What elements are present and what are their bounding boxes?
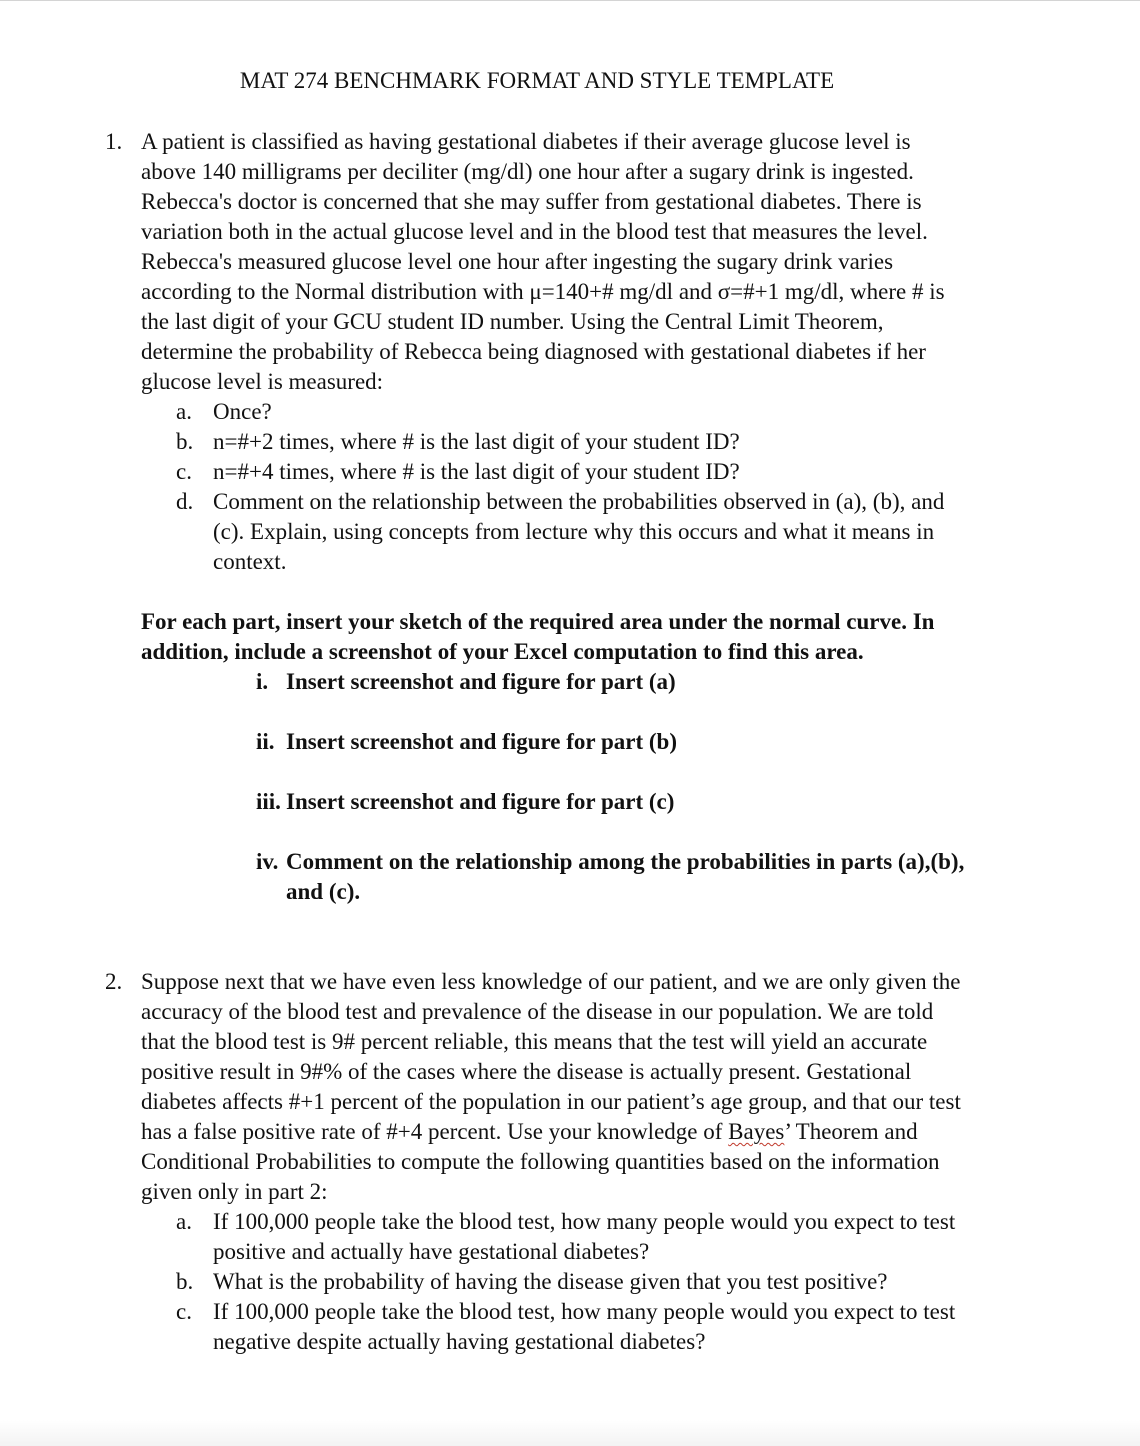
part-label: a. <box>176 399 192 424</box>
text-line: context. <box>213 549 287 574</box>
text-line: For each part, insert your sketch of the required area under the normal curve. In <box>141 609 935 634</box>
text-line: If 100,000 people take the blood test, how many people would you expect to test <box>213 1209 956 1234</box>
text-line: above 140 milligrams per deciliter (mg/dl) one hour after a sugary drink is ingested. <box>141 159 914 184</box>
part-text <box>213 457 1013 487</box>
text-line: accuracy of the blood test and prevalence of the disease in our population. We are told <box>141 999 934 1024</box>
roman-label: ii. <box>256 729 275 754</box>
text-line: addition, include a screenshot of your Excel computation to find this area. <box>141 639 864 664</box>
text-line: Insert screenshot and figure for part (c) <box>286 789 675 814</box>
text-line: positive result in 9#% of the cases where the disease is actually present. Gestational <box>141 1059 912 1084</box>
text-line: negative despite actually having gestational diabetes? <box>213 1329 706 1354</box>
text-line: determine the probability of Rebecca being diagnosed with gestational diabetes if her <box>141 339 926 364</box>
text-line: Comment on the relationship between the probabilities observed in (a), (b), and <box>213 489 945 514</box>
question-2-text <box>141 967 1011 1207</box>
text-line: glucose level is measured: <box>141 369 384 394</box>
text-line: Rebecca's measured glucose level one hour after ingesting the sugary drink varies <box>141 249 894 274</box>
part-text <box>213 1267 1013 1297</box>
text-line: A patient is classified as having gestational diabetes if their average glucose level is <box>141 129 911 154</box>
part-label: c. <box>176 459 192 484</box>
text-line: variation both in the actual glucose level and in the blood test that measures the level. <box>141 219 928 244</box>
roman-item-text <box>286 787 674 817</box>
part-text <box>213 487 1013 577</box>
question-1-text <box>141 127 1011 397</box>
text-segment: has a false positive rate of #+4 percent. Use your knowledge of <box>141 1119 729 1144</box>
roman-item-text <box>286 667 676 697</box>
text-line: n=#+4 times, where # is the last digit of your student ID? <box>213 459 740 484</box>
text-line: according to the Normal distribution with μ=140+# mg/dl and σ=#+1 mg/dl, where # is <box>141 279 945 304</box>
part-text <box>213 397 1013 427</box>
spellcheck-flagged-word[interactable]: Bayes <box>728 1119 785 1144</box>
text-line: that the blood test is 9# percent reliable, this means that the test will yield an accurate <box>141 1029 928 1054</box>
text-segment: ’ Theorem and <box>784 1119 918 1144</box>
part-label: c. <box>176 1299 192 1324</box>
instructions <box>141 607 1011 667</box>
text-line: Suppose next that we have even less knowledge of our patient, and we are only given the <box>141 969 961 994</box>
text-line: (c). Explain, using concepts from lecture why this occurs and what it means in <box>213 519 935 544</box>
text-line: If 100,000 people take the blood test, how many people would you expect to test <box>213 1299 956 1324</box>
text-line: given only in part 2: <box>141 1179 328 1204</box>
text-line: diabetes affects #+1 percent of the population in our patient’s age group, and that our test <box>141 1089 961 1114</box>
text-line: and (c). <box>286 879 361 904</box>
roman-item-text <box>286 847 964 907</box>
roman-label: iii. <box>256 789 281 814</box>
text-line: Rebecca's doctor is concerned that she may suffer from gestational diabetes. There is <box>141 189 922 214</box>
text-line: the last digit of your GCU student ID number. Using the Central Limit Theorem, <box>141 309 884 334</box>
text-line: Conditional Probabilities to compute the following quantities based on the information <box>141 1149 940 1174</box>
roman-label: i. <box>256 669 269 694</box>
part-label: a. <box>176 1209 192 1234</box>
text-line: Comment on the relationship among the probabilities in parts (a),(b), <box>286 849 965 874</box>
document-title: MAT 274 BENCHMARK FORMAT AND STYLE TEMPLATE <box>239 68 835 93</box>
text-line: What is the probability of having the disease given that you test positive? <box>213 1269 888 1294</box>
text-line: n=#+2 times, where # is the last digit of your student ID? <box>213 429 740 454</box>
text-line <box>141 1117 1011 1147</box>
part-label: b. <box>176 1269 194 1294</box>
text-line: positive and actually have gestational diabetes? <box>213 1239 650 1264</box>
page-bottom-shadow <box>0 1420 1140 1446</box>
part-text <box>213 427 1013 457</box>
text-line: Insert screenshot and figure for part (a) <box>286 669 676 694</box>
question-1-number: 1. <box>105 129 123 154</box>
text-line: Insert screenshot and figure for part (b) <box>286 729 677 754</box>
text-line: Once? <box>213 399 272 424</box>
roman-item-text <box>286 727 677 757</box>
part-label: b. <box>176 429 194 454</box>
part-label: d. <box>176 489 194 514</box>
part-text <box>213 1207 1013 1267</box>
question-2-number: 2. <box>105 969 123 994</box>
part-text <box>213 1297 1013 1357</box>
roman-label: iv. <box>256 849 279 874</box>
